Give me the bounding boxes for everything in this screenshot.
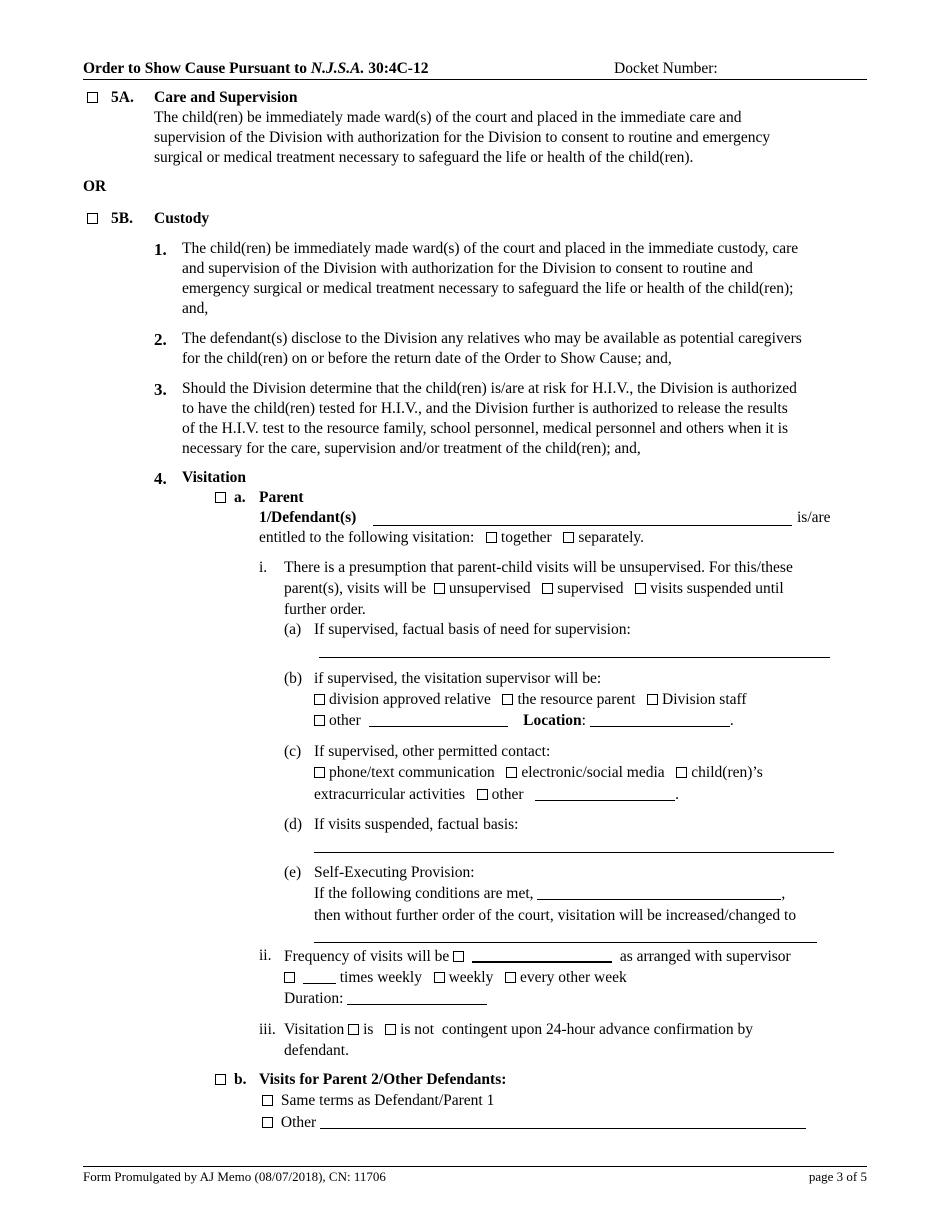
other-terms-checkbox[interactable]	[262, 1117, 273, 1128]
is-not-contingent-checkbox[interactable]	[385, 1024, 396, 1035]
visits-suspended-checkbox[interactable]	[635, 583, 646, 594]
other-terms-field[interactable]	[320, 1114, 806, 1129]
section-5a-text-line: supervision of the Division with authorization for the Division to consent to routine and emergency	[154, 129, 771, 146]
page-header-title: Order to Show Cause Pursuant to N.J.S.A. 30:4C-12	[83, 60, 429, 77]
item-1-number: 1.	[154, 240, 167, 259]
entitled-line: entitled to the following visitation: together separately.	[259, 529, 645, 546]
location-field[interactable]	[590, 712, 730, 727]
visitation-a-checkbox[interactable]	[215, 492, 226, 503]
visitation-a-letter: a.	[234, 489, 246, 506]
defendant-name-field[interactable]	[373, 525, 792, 526]
contact-other-checkbox[interactable]	[477, 789, 488, 800]
section-5b-heading: Custody	[154, 210, 210, 227]
frequency-checkbox[interactable]	[453, 951, 464, 962]
section-5a-heading: Care and Supervision	[154, 89, 298, 106]
or-label: OR	[83, 178, 107, 195]
item-3-text-line: to have the child(ren) tested for H.I.V., and the Division further is authorized to release the results	[182, 400, 788, 417]
frequency-field[interactable]	[472, 947, 612, 963]
clause-b-text: if supervised, the visitation supervisor will be:	[314, 670, 602, 687]
supervisor-other-field[interactable]	[369, 712, 508, 727]
section-5b-checkbox[interactable]	[87, 213, 98, 224]
item-3-number: 3.	[154, 380, 167, 399]
item-3-text-line: Should the Division determine that the child(ren) is/are at risk for H.I.V., the Division is authorized	[182, 380, 797, 397]
other-terms-line: Other	[262, 1114, 806, 1132]
extracurricular-checkbox[interactable]	[676, 767, 687, 778]
clause-d-number: (d)	[284, 816, 303, 833]
conditions-field[interactable]	[537, 885, 781, 900]
every-other-week-checkbox[interactable]	[505, 972, 516, 983]
subitem-i-line: further order.	[284, 601, 366, 618]
is-contingent-checkbox[interactable]	[348, 1024, 359, 1035]
suspension-basis-field[interactable]	[314, 852, 834, 853]
supervisor-other-line: other Location: .	[314, 712, 734, 730]
item-1-text-line: The child(ren) be immediately made ward(s) of the court and placed in the immediate custody, care	[182, 240, 799, 257]
header-rule	[83, 79, 867, 80]
item-3-text-line: necessary for the care, supervision and/or treatment of the child(ren); and,	[182, 440, 641, 457]
item-1-text-line: and,	[182, 300, 209, 317]
docket-number-label: Docket Number:	[614, 60, 718, 77]
clause-e-text: Self-Executing Provision:	[314, 864, 475, 881]
subitem-ii-number: ii.	[259, 947, 272, 964]
duration-line: Duration:	[284, 990, 487, 1008]
clause-a-text: If supervised, factual basis of need for supervision:	[314, 621, 631, 638]
visitation-heading: Visitation	[182, 469, 247, 486]
item-3-text-line: of the H.I.V. test to the resource family, school personnel, medical personnel and others when it is	[182, 420, 789, 437]
footer-page-number: page 3 of 5	[808, 1169, 867, 1184]
section-5a-number: 5A.	[111, 89, 134, 106]
frequency-line: Frequency of visits will be as arranged with supervisor	[284, 948, 791, 965]
subitem-i-line: There is a presumption that parent-child visits will be unsupervised. For this/these	[284, 559, 793, 576]
times-weekly-checkbox[interactable]	[284, 972, 295, 983]
clause-b-number: (b)	[284, 670, 303, 687]
supervised-checkbox[interactable]	[542, 583, 553, 594]
subitem-iii-line: defendant.	[284, 1042, 349, 1059]
visitation-b-heading: Visits for Parent 2/Other Defendants:	[259, 1071, 507, 1088]
contact-options-line: phone/text communication electronic/social media child(ren)’s	[314, 764, 763, 782]
subitem-i-number: i.	[259, 559, 268, 576]
item-2-text-line: The defendant(s) disclose to the Division any relatives who may be available as potential caregivers	[182, 330, 802, 347]
clause-d-text: If visits suspended, factual basis:	[314, 816, 519, 833]
division-staff-checkbox[interactable]	[647, 694, 658, 705]
visit-type-line: parent(s), visits will be unsupervised supervised visits suspended until	[284, 580, 784, 597]
weekly-checkbox[interactable]	[434, 972, 445, 983]
times-weekly-field[interactable]	[303, 969, 336, 984]
duration-field[interactable]	[347, 990, 487, 1005]
contact-other-field[interactable]	[535, 786, 675, 801]
footer-rule	[83, 1166, 867, 1167]
clause-e-line: then without further order of the court, visitation will be increased/changed to	[314, 907, 797, 924]
supervisor-options-line: division approved relative the resource parent Division staff	[314, 691, 747, 709]
division-relative-checkbox[interactable]	[314, 694, 325, 705]
section-5a-text-line: The child(ren) be immediately made ward(s) of the court and placed in the immediate care and	[154, 109, 742, 126]
section-5b-number: 5B.	[111, 210, 133, 227]
phone-text-checkbox[interactable]	[314, 767, 325, 778]
conditions-line: If the following conditions are met, ,	[314, 885, 786, 902]
item-1-text-line: emergency surgical or medical treatment necessary to safeguard the life or health of the child(ren);	[182, 280, 794, 297]
clause-c-text: If supervised, other permitted contact:	[314, 743, 551, 760]
unsupervised-checkbox[interactable]	[434, 583, 445, 594]
item-2-number: 2.	[154, 330, 167, 349]
clause-a-number: (a)	[284, 621, 302, 638]
visitation-b-letter: b.	[234, 1071, 247, 1088]
visitation-b-checkbox[interactable]	[215, 1074, 226, 1085]
subitem-iii-number: iii.	[259, 1021, 276, 1038]
supervision-basis-field[interactable]	[319, 657, 830, 658]
clause-c-number: (c)	[284, 743, 302, 760]
parent-label: Parent	[259, 489, 304, 506]
defendant-label: 1/Defendant(s)	[259, 509, 357, 526]
item-2-text-line: for the child(ren) on or before the return date of the Order to Show Cause; and,	[182, 350, 672, 367]
supervisor-other-checkbox[interactable]	[314, 715, 325, 726]
item-1-text-line: and supervision of the Division with authorization for the Division to consent to routine and	[182, 260, 753, 277]
resource-parent-checkbox[interactable]	[502, 694, 513, 705]
item-4-number: 4.	[154, 469, 167, 488]
weekly-options-line: times weekly weekly every other week	[284, 969, 627, 987]
same-terms-checkbox[interactable]	[262, 1095, 273, 1106]
social-media-checkbox[interactable]	[506, 767, 517, 778]
separately-checkbox[interactable]	[563, 532, 574, 543]
contact-other-line: extracurricular activities other .	[314, 786, 680, 803]
clause-e-number: (e)	[284, 864, 302, 881]
section-5a-checkbox[interactable]	[87, 92, 98, 103]
changed-visitation-field[interactable]	[314, 942, 817, 943]
same-terms-line: Same terms as Defendant/Parent 1	[262, 1092, 494, 1110]
confirmation-line: Visitation is is not contingent upon 24-hour advance confirmation by	[284, 1021, 754, 1038]
section-5a-text-line: surgical or medical treatment necessary to safeguard the life or health of the child(ren).	[154, 149, 694, 166]
footer-form-info: Form Promulgated by AJ Memo (08/07/2018), CN: 11706	[83, 1169, 386, 1184]
together-checkbox[interactable]	[486, 532, 497, 543]
isare-label: is/are	[797, 509, 831, 526]
